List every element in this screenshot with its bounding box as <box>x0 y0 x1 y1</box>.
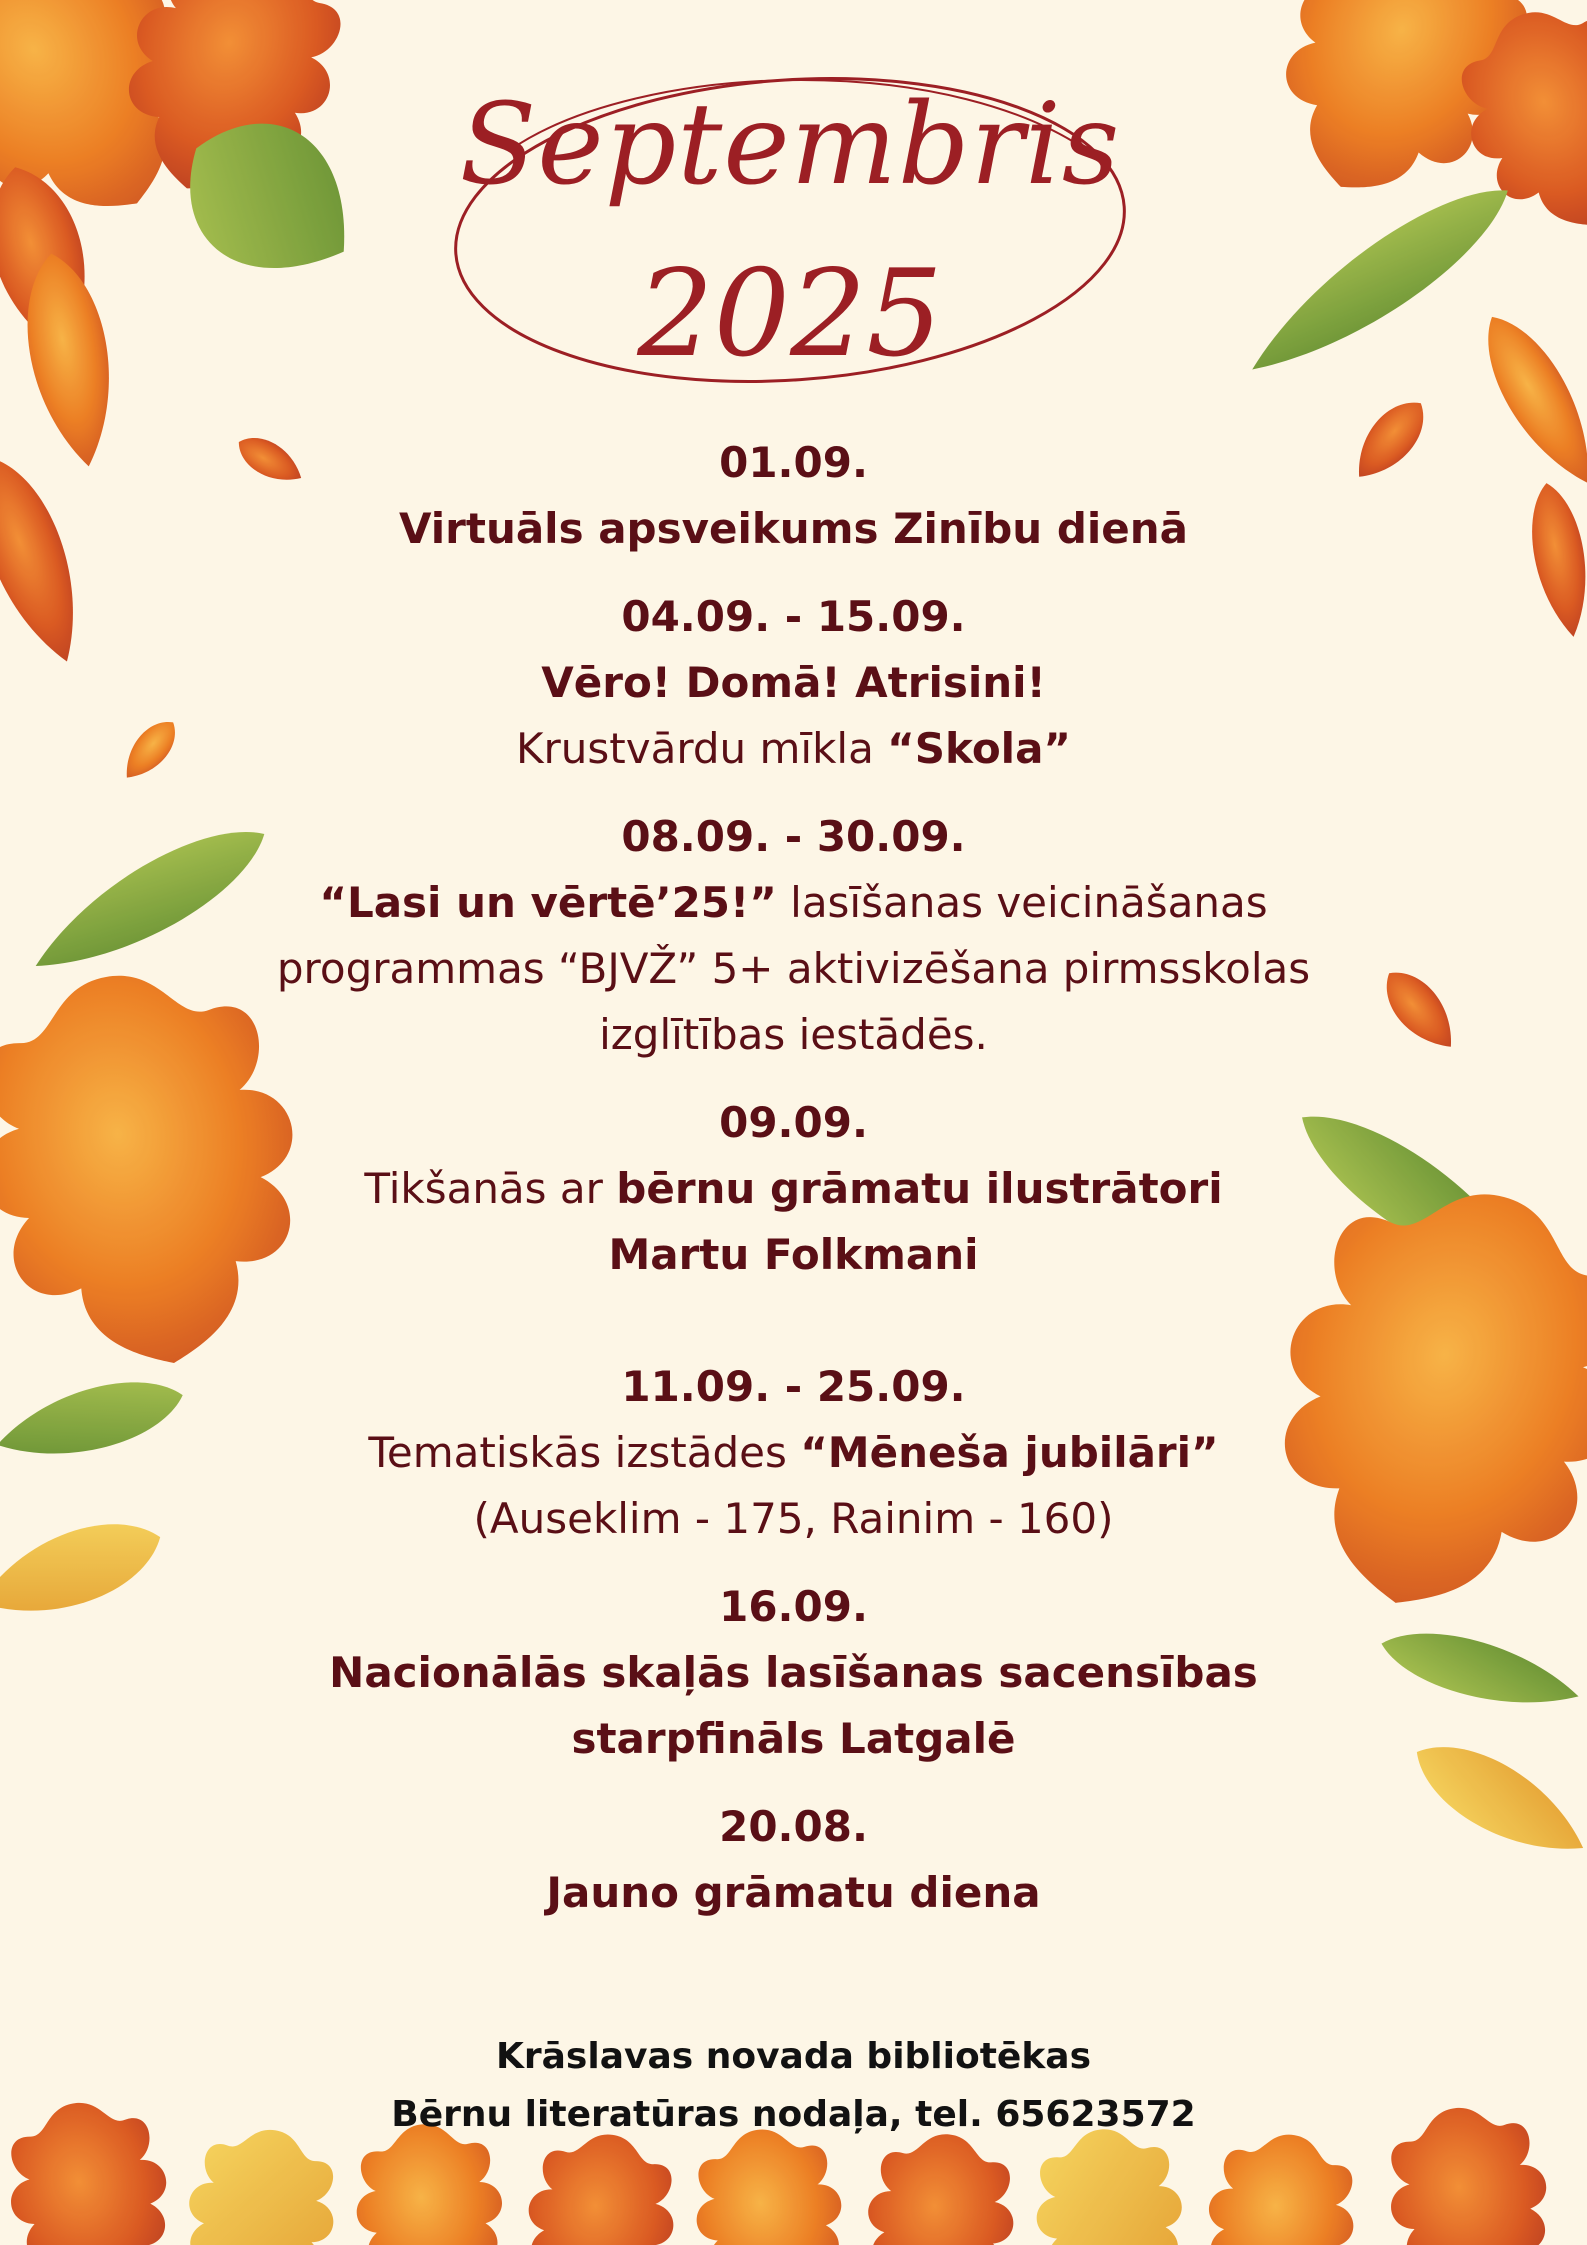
footer-department-phone: Bērnu literatūras nodaļa, tel. 65623572 <box>391 2094 1196 2135</box>
event-date: 01.09. <box>719 438 868 487</box>
footer-library-name: Krāslavas novada bibliotēkas <box>495 2036 1092 2077</box>
library-footer <box>0 2028 1587 2144</box>
event-date: 08.09. - 30.09. <box>621 812 966 861</box>
event-text: Martu Folkmani <box>608 1230 979 1279</box>
event-text: programmas “BJVŽ” 5+ aktivizēšana pirmsskolas <box>276 944 1311 993</box>
event-text: Jauno grāmatu diena <box>546 1868 1041 1917</box>
event-item <box>230 430 1357 562</box>
event-text: Virtuāls apsveikums Zinību dienā <box>398 504 1189 553</box>
event-item <box>230 1354 1357 1552</box>
event-text: Nacionālās skaļās lasīšanas sacensības <box>329 1648 1258 1697</box>
title-year: 2025 <box>637 245 943 384</box>
event-text: Vēro! Domā! Atrisini! <box>541 658 1046 707</box>
event-list <box>230 430 1357 1948</box>
event-text: izglītības iestādēs. <box>599 1010 988 1059</box>
event-text: Tematiskās izstādes <box>368 1428 801 1477</box>
event-item <box>230 804 1357 1068</box>
event-date: 09.09. <box>719 1098 868 1147</box>
poster-title <box>440 40 1140 420</box>
event-text: (Auseklim - 175, Rainim - 160) <box>473 1494 1114 1543</box>
event-item <box>230 584 1357 782</box>
event-text: “Lasi un vērtē’25!” <box>319 878 777 927</box>
title-month: Septembris <box>459 80 1121 210</box>
event-item <box>230 1794 1357 1926</box>
event-date: 04.09. - 15.09. <box>621 592 966 641</box>
event-date: 20.08. <box>719 1802 868 1851</box>
spacer <box>230 1310 1357 1354</box>
event-item <box>230 1090 1357 1288</box>
event-text: Tikšanās ar <box>364 1164 617 1213</box>
event-text: Krustvārdu mīkla <box>515 724 888 773</box>
event-text: “Mēneša jubilāri” <box>800 1428 1219 1477</box>
event-item <box>230 1574 1357 1772</box>
event-text: starpfināls Latgalē <box>571 1714 1016 1763</box>
event-date: 11.09. - 25.09. <box>621 1362 966 1411</box>
event-date: 16.09. <box>719 1582 868 1631</box>
event-text: bērnu grāmatu ilustrātori <box>616 1164 1223 1213</box>
event-text: lasīšanas veicināšanas <box>776 878 1268 927</box>
event-text: “Skola” <box>887 724 1072 773</box>
